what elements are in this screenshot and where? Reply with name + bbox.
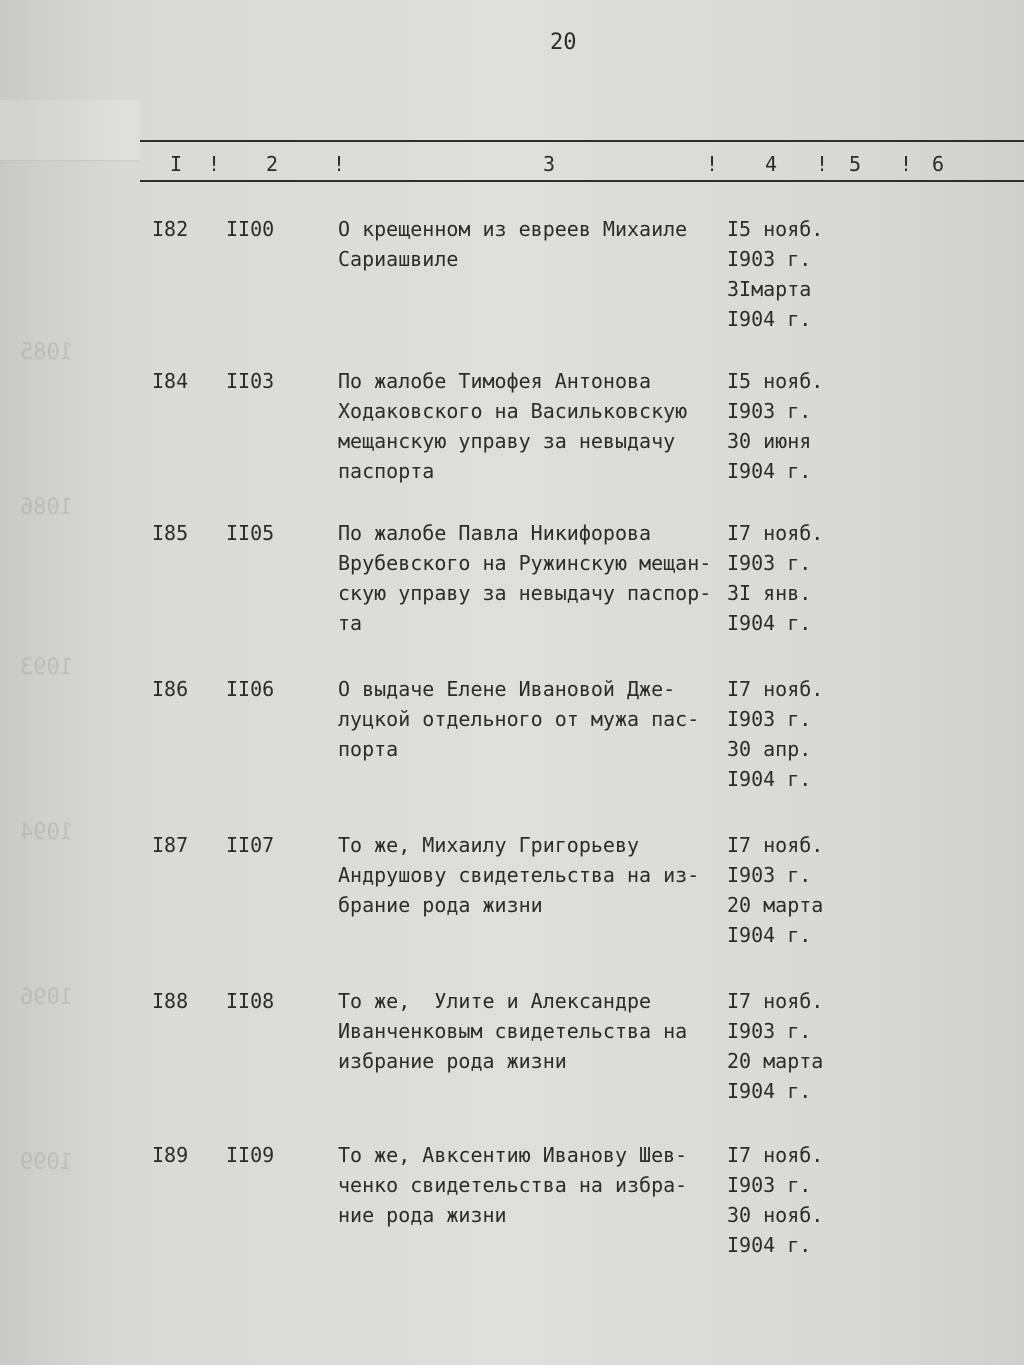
bleed-through-number: 1093 bbox=[20, 655, 73, 680]
header-separator: ! bbox=[333, 152, 346, 176]
description-line: По жалобе Тимофея Антонова bbox=[338, 369, 652, 393]
description-line: Андрушову свидетельства на из- bbox=[338, 863, 700, 887]
date-line: I903 г. bbox=[727, 1019, 812, 1043]
entry-description bbox=[338, 366, 718, 486]
bleed-through-number: 1099 bbox=[20, 1150, 73, 1175]
entry-description bbox=[338, 214, 718, 274]
description-line: То же, Михаилу Григорьеву bbox=[338, 833, 640, 857]
entry-dates bbox=[727, 366, 837, 486]
description-line: мещанскую управу за невыдачу bbox=[338, 429, 676, 453]
date-line: I5 нояб. bbox=[727, 217, 824, 241]
entry-dates bbox=[727, 674, 837, 794]
file-number: II00 bbox=[226, 217, 275, 241]
description-line: та bbox=[338, 611, 363, 635]
date-line: I904 г. bbox=[727, 611, 812, 635]
description-line: Ходаковского на Васильковскую bbox=[338, 399, 688, 423]
file-number: II06 bbox=[226, 677, 275, 701]
bleed-through-number: 1096 bbox=[20, 985, 73, 1010]
entry-number: I89 bbox=[152, 1143, 189, 1167]
entry-number: I87 bbox=[152, 833, 189, 857]
entry-number: I84 bbox=[152, 369, 189, 393]
date-line: 30 июня bbox=[727, 429, 812, 453]
date-line: I7 нояб. bbox=[727, 1143, 824, 1167]
date-line: I903 г. bbox=[727, 399, 812, 423]
date-line: 20 марта bbox=[727, 893, 824, 917]
header-separator: ! bbox=[208, 152, 221, 176]
entry-number: I88 bbox=[152, 989, 189, 1013]
description-line: Сариашвиле bbox=[338, 247, 459, 271]
table-header-rule bbox=[140, 180, 1024, 182]
entry-dates bbox=[727, 1140, 837, 1260]
date-line: 30 нояб. bbox=[727, 1203, 824, 1227]
entry-description bbox=[338, 830, 718, 920]
description-line: О крещенном из евреев Михаиле bbox=[338, 217, 688, 241]
description-line: брание рода жизни bbox=[338, 893, 543, 917]
date-line: I7 нояб. bbox=[727, 833, 824, 857]
date-line: I904 г. bbox=[727, 459, 812, 483]
description-line: То же, Авксентию Иванову Шев- bbox=[338, 1143, 688, 1167]
description-line: Иванченковым свидетельства на bbox=[338, 1019, 688, 1043]
file-number: II08 bbox=[226, 989, 275, 1013]
entry-dates bbox=[727, 986, 837, 1106]
description-line: По жалобе Павла Никифорова bbox=[338, 521, 652, 545]
table-header bbox=[0, 152, 1024, 178]
entry-description bbox=[338, 674, 718, 764]
date-line: I903 г. bbox=[727, 247, 812, 271]
date-line: I903 г. bbox=[727, 707, 812, 731]
date-line: I904 г. bbox=[727, 307, 812, 331]
file-number: II05 bbox=[226, 521, 275, 545]
date-line: 3I янв. bbox=[727, 581, 812, 605]
description-line: паспорта bbox=[338, 459, 435, 483]
bleed-through-number: 1085 bbox=[20, 340, 73, 365]
header-col-6: 6 bbox=[932, 152, 945, 176]
entry-description bbox=[338, 518, 718, 638]
date-line: I904 г. bbox=[727, 1233, 812, 1257]
header-col-2: 2 bbox=[266, 152, 279, 176]
description-line: скую управу за невыдачу паспор- bbox=[338, 581, 712, 605]
description-line: избрание рода жизни bbox=[338, 1049, 567, 1073]
file-number: II03 bbox=[226, 369, 275, 393]
date-line: I7 нояб. bbox=[727, 989, 824, 1013]
header-col-1: I bbox=[170, 152, 183, 176]
entry-dates bbox=[727, 214, 837, 334]
file-number: II09 bbox=[226, 1143, 275, 1167]
entry-dates bbox=[727, 518, 837, 638]
date-line: I904 г. bbox=[727, 767, 812, 791]
header-separator: ! bbox=[816, 152, 829, 176]
date-line: I5 нояб. bbox=[727, 369, 824, 393]
date-line: I903 г. bbox=[727, 551, 812, 575]
description-line: О выдаче Елене Ивановой Дже- bbox=[338, 677, 676, 701]
description-line: луцкой отдельного от мужа пас- bbox=[338, 707, 700, 731]
entry-number: I85 bbox=[152, 521, 189, 545]
file-number: II07 bbox=[226, 833, 275, 857]
date-line: I7 нояб. bbox=[727, 521, 824, 545]
date-line: I903 г. bbox=[727, 863, 812, 887]
table-top-rule bbox=[140, 140, 1024, 142]
date-line: 30 апр. bbox=[727, 737, 812, 761]
page-number: 20 bbox=[550, 30, 577, 55]
date-line: 20 марта bbox=[727, 1049, 824, 1073]
bleed-through-number: 1094 bbox=[20, 820, 73, 845]
date-line: I7 нояб. bbox=[727, 677, 824, 701]
bleed-through-number: 1086 bbox=[20, 495, 73, 520]
description-line: Врубевского на Ружинскую мещан- bbox=[338, 551, 712, 575]
header-col-3: 3 bbox=[543, 152, 556, 176]
description-line: ние рода жизни bbox=[338, 1203, 507, 1227]
entry-number: I82 bbox=[152, 217, 189, 241]
date-line: I903 г. bbox=[727, 1173, 812, 1197]
date-line: I904 г. bbox=[727, 1079, 812, 1103]
date-line: I904 г. bbox=[727, 923, 812, 947]
header-col-5: 5 bbox=[849, 152, 862, 176]
date-line: 3Iмарта bbox=[727, 277, 812, 301]
header-col-4: 4 bbox=[765, 152, 778, 176]
entry-description bbox=[338, 1140, 718, 1230]
header-separator: ! bbox=[706, 152, 719, 176]
entry-number: I86 bbox=[152, 677, 189, 701]
description-line: То же, Улите и Александре bbox=[338, 989, 652, 1013]
description-line: ченко свидетельства на избра- bbox=[338, 1173, 688, 1197]
header-separator: ! bbox=[900, 152, 913, 176]
entry-description bbox=[338, 986, 718, 1076]
description-line: порта bbox=[338, 737, 399, 761]
entry-dates bbox=[727, 830, 837, 950]
